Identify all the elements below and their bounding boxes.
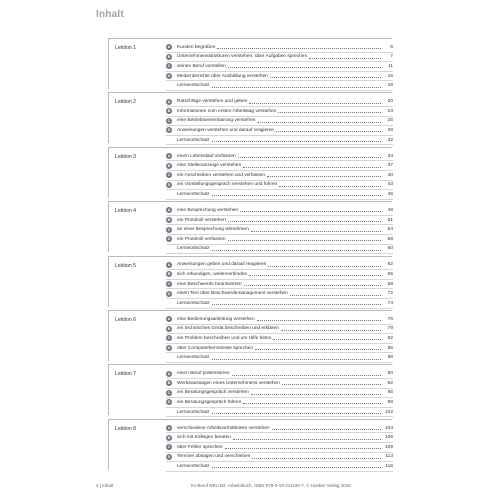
toc-entry-page: 116 [385, 463, 393, 469]
toc-entry-text: über Computerkenntnisse sprechen [177, 345, 253, 351]
toc-entry [166, 152, 393, 162]
toc-entry-text: Lernwortschatz [177, 137, 210, 143]
toc-entry-text: eine Stellenanzeige verstehen [177, 163, 242, 169]
lesson-block [108, 364, 392, 415]
section-badge-icon: C [167, 282, 171, 287]
toc-entry [166, 453, 393, 463]
toc-entry-text: ein Anschreiben verstehen und verfassen [177, 172, 265, 178]
lesson-items [166, 261, 393, 309]
toc-entry [166, 72, 393, 82]
section-badge-icon: B [167, 326, 171, 331]
toc-entry [166, 245, 393, 255]
toc-entry-text: Termine absagen und verschieben [177, 454, 251, 460]
section-badge-icon: B [167, 109, 171, 114]
section-badge-icon: A [167, 371, 171, 376]
toc-entry [166, 171, 393, 181]
lesson-block [108, 147, 392, 198]
dot-leader [278, 112, 381, 113]
toc-entry-page: 37 [387, 163, 393, 169]
section-badge-icon: A [167, 45, 171, 50]
toc-entry-text: Lernwortschatz [177, 355, 210, 361]
toc-entry [166, 190, 393, 200]
toc-entry-page: 65 [387, 271, 393, 277]
dot-leader [249, 103, 381, 104]
toc-entry-page: 18 [387, 83, 393, 89]
lesson-items [166, 369, 393, 417]
dot-leader [267, 176, 381, 177]
toc-entry-text: Lernwortschatz [177, 300, 210, 306]
toc-entry-page: 54 [387, 227, 393, 233]
toc-entry-page: 28 [387, 127, 393, 133]
toc-entry-page: 68 [387, 281, 393, 287]
dot-leader [217, 48, 381, 49]
dot-leader [228, 221, 381, 222]
toc-entry-text: Anweisungen verstehen und darauf reagieren [177, 127, 275, 133]
toc-entry-text: ein Problem beschreiben und um Hilfe bitten [177, 335, 272, 341]
dot-leader [290, 295, 381, 296]
lesson-title: Lektion 1 [115, 45, 137, 51]
section-badge-icon: C [167, 227, 171, 232]
dot-leader [244, 285, 381, 286]
lesson-items [166, 315, 393, 363]
dot-leader [212, 87, 381, 88]
section-badge-icon: D [167, 400, 171, 405]
toc-entry-page: 104 [384, 425, 393, 431]
toc-entry [166, 325, 393, 335]
section-badge-icon: D [167, 182, 171, 187]
dot-leader [233, 439, 381, 440]
toc-entry-page: 72 [387, 291, 393, 297]
toc-entry-page: 82 [387, 335, 393, 341]
toc-entry [166, 424, 393, 434]
dot-leader [228, 240, 381, 241]
dot-leader [281, 330, 381, 331]
section-badge-icon: C [167, 64, 171, 69]
dot-leader [272, 429, 381, 430]
lesson-title: Lektion 6 [115, 316, 137, 323]
toc-entry-text: an einer Besprechung teilnehmen [177, 227, 249, 233]
toc-entry-text: verschiedene Arbeitsverhältnisse verstehen [177, 425, 270, 431]
dot-leader [212, 195, 381, 196]
dot-leader [257, 122, 381, 123]
toc-entry [166, 334, 393, 344]
lesson-block [108, 310, 392, 361]
toc-entry [166, 315, 393, 325]
toc-entry-text: ein technisches Gerät beschreiben und erklären [177, 326, 279, 332]
toc-entry-text: seinen Beruf vorstellen [177, 63, 226, 69]
lesson-block [108, 201, 392, 252]
toc-entry-page: 25 [387, 118, 393, 124]
toc-entry-page: 11 [388, 63, 393, 69]
section-badge-icon: B [167, 435, 171, 440]
dot-leader [238, 157, 381, 158]
toc-entry-page: 86 [387, 345, 393, 351]
toc-entry-page: 74 [387, 300, 393, 306]
dot-leader [257, 320, 381, 321]
toc-entry [166, 280, 393, 290]
dot-leader [251, 394, 381, 395]
lesson-items [166, 424, 393, 472]
lesson-block [108, 38, 392, 89]
toc-entry-page: 40 [387, 172, 393, 178]
dot-leader [240, 211, 381, 212]
section-badge-icon: C [167, 336, 171, 341]
toc-entry [166, 353, 393, 363]
dot-leader [252, 458, 381, 459]
section-badge-icon [166, 409, 172, 415]
section-badge-icon: B [167, 218, 171, 223]
toc-entry-page: 106 [384, 435, 393, 441]
toc-entry [166, 97, 393, 107]
toc-entry-page: 90 [387, 371, 393, 377]
section-badge-icon [166, 83, 172, 89]
toc-entry [166, 126, 393, 136]
toc-entry-page: 92 [387, 380, 393, 386]
section-badge-icon: D [167, 237, 171, 242]
section-badge-icon [166, 137, 172, 143]
toc-entry [166, 117, 393, 127]
lesson-items [166, 43, 393, 91]
dot-leader [212, 141, 381, 142]
section-badge-icon: B [167, 272, 171, 277]
toc-entry-text: einen Text über Beschwerdemanagement verstehen [177, 291, 288, 297]
section-badge-icon: A [167, 99, 171, 104]
toc-entry [166, 270, 393, 280]
section-badge-icon: C [167, 390, 171, 395]
section-badge-icon: C [167, 445, 171, 450]
section-badge-icon: A [167, 262, 171, 267]
toc-entry [166, 443, 393, 453]
dot-leader [212, 250, 381, 251]
toc-entry-text: sich mit Kollegen beraten [177, 435, 231, 441]
lesson-items [166, 152, 393, 200]
toc-entry-page: 48 [387, 207, 393, 213]
toc-entry [166, 369, 393, 379]
toc-entry-text: sich erkundigen, weiterverbinden [177, 271, 248, 277]
dot-leader [309, 58, 381, 59]
toc-entry [166, 225, 393, 235]
dot-leader [279, 186, 381, 187]
section-badge-icon: D [167, 74, 171, 79]
toc-entry [166, 206, 393, 216]
toc-entry-page: 62 [387, 262, 393, 268]
toc-entry [166, 235, 393, 245]
section-badge-icon: A [167, 317, 171, 322]
lesson-block [108, 419, 392, 470]
toc-entry-text: eine Bedienungsanleitung verstehen [177, 316, 255, 322]
toc-entry [166, 462, 393, 472]
dot-leader [282, 384, 381, 385]
toc-entry-text: einen Beruf präsentieren [177, 371, 230, 377]
section-badge-icon [166, 246, 172, 252]
lesson-items [166, 206, 393, 254]
section-badge-icon [166, 191, 172, 197]
toc-entry-page: 23 [387, 108, 393, 114]
section-badge-icon: B [167, 54, 171, 59]
toc-entry-page: 58 [387, 236, 393, 242]
section-badge-icon [166, 355, 172, 361]
lesson-title: Lektion 8 [115, 425, 137, 432]
toc-entry-text: ein Protokoll verfassen [177, 236, 226, 242]
toc-entry-page: 109 [384, 444, 393, 450]
toc-entry-text: ein Protokoll verstehen [177, 217, 226, 223]
toc-entry [166, 389, 393, 399]
dot-leader [225, 448, 381, 449]
toc-entry-page: 88 [387, 355, 393, 361]
toc-entry-text: Lernwortschatz [177, 191, 210, 197]
lesson-title: Lektion 5 [115, 262, 137, 269]
toc-entry [166, 107, 393, 117]
section-badge-icon: A [167, 426, 171, 431]
dot-leader [270, 77, 381, 78]
toc-entry-text: ein Vorstellungsgespräch verstehen und führen [177, 182, 278, 188]
section-badge-icon: B [167, 163, 171, 168]
toc-entry-page: 51 [387, 217, 393, 223]
dot-leader [276, 131, 381, 132]
section-badge-icon: C [167, 118, 171, 123]
toc-entry-text: Anweisungen geben und darauf reagieren [177, 262, 267, 268]
toc-entry [166, 344, 393, 354]
toc-entry-text: einen Lebenslauf verfassen [177, 153, 236, 159]
toc-entry-page: 32 [387, 137, 393, 143]
toc-entry-page: 16 [387, 73, 393, 79]
dot-leader [243, 167, 381, 168]
toc-entry [166, 136, 393, 146]
toc-entry [166, 379, 393, 389]
dot-leader [255, 349, 381, 350]
toc-entry-text: über Fehler sprechen [177, 444, 223, 450]
toc-entry-page: 98 [387, 399, 393, 405]
toc-entry-page: 7 [390, 54, 393, 60]
dot-leader [212, 467, 381, 468]
toc-entry-text: eine Betriebsvereinbarung verstehen [177, 118, 256, 124]
lesson-title: Lektion 4 [115, 208, 137, 215]
toc-entry-text: Informationen zum ersten Arbeitstag verstehen [177, 108, 277, 114]
toc-entry-text: ein Beratungsgespräch führen [177, 399, 242, 405]
toc-entry-page: 102 [384, 409, 393, 415]
toc-entry-page: 79 [387, 326, 393, 332]
toc-entry-text: Lernwortschatz [177, 83, 210, 89]
toc-entry-text: Ratschläge verstehen und geben [177, 99, 248, 105]
toc-entry-page: 113 [385, 454, 393, 460]
dot-leader [212, 359, 381, 360]
toc-entry-page: 95 [387, 390, 393, 396]
table-of-contents [108, 38, 392, 470]
toc-entry-text: Werbeaussagen eines Unternehmens verstehen [177, 380, 280, 386]
toc-entry [166, 181, 393, 191]
toc-entry-page: 46 [387, 191, 393, 197]
dot-leader [212, 304, 381, 305]
toc-entry-text: Lernwortschatz [177, 463, 210, 469]
toc-entry-page: 6 [390, 44, 393, 50]
toc-entry-text: ein Beratungsgespräch verstehen [177, 390, 249, 396]
lesson-block [108, 256, 392, 307]
dot-leader [251, 231, 381, 232]
toc-entry-text: eine Besprechung verstehen [177, 207, 239, 213]
toc-entry [166, 53, 393, 63]
toc-entry-text: Kunden begrüßen [177, 44, 216, 50]
toc-entry-page: 43 [387, 182, 393, 188]
toc-entry [166, 261, 393, 271]
toc-entry [166, 161, 393, 171]
footer-imprint: Im Beruf NEU B2, Arbeitsbuch, ISBN 978-3-19-211190-7, © Hueber Verlag 2018 [191, 483, 351, 488]
section-badge-icon: A [167, 208, 171, 213]
toc-entry-text: Lernwortschatz [177, 409, 210, 415]
toc-entry [166, 398, 393, 408]
toc-entry [166, 216, 393, 226]
toc-entry-text: eine Beschwerde beantworten [177, 281, 242, 287]
page-title: Inhalt [96, 9, 124, 20]
dot-leader [249, 275, 381, 276]
section-badge-icon: D [167, 128, 171, 133]
toc-entry-page: 34 [387, 153, 393, 159]
footer-page-label: 4 | Inhalt [96, 483, 114, 488]
dot-leader [268, 266, 381, 267]
toc-entry-page: 76 [387, 316, 393, 322]
dot-leader [273, 339, 381, 340]
toc-entry-text: Medienberichte über Ausbildung verstehen [177, 73, 268, 79]
section-badge-icon: D [167, 346, 171, 351]
toc-entry [166, 299, 393, 309]
section-badge-icon [166, 463, 172, 469]
toc-entry-page: 20 [387, 99, 393, 105]
dot-leader [228, 67, 381, 68]
toc-entry-text: Unternehmensstrukturen verstehen, über Aufgaben sprechen [177, 54, 308, 60]
toc-entry [166, 289, 393, 299]
dot-leader [243, 403, 381, 404]
lesson-title: Lektion 3 [115, 153, 137, 160]
dot-leader [232, 375, 381, 376]
section-badge-icon: B [167, 381, 171, 386]
dot-leader [212, 413, 381, 414]
section-badge-icon: C [167, 173, 171, 178]
section-badge-icon: D [167, 291, 171, 296]
section-badge-icon: D [167, 454, 171, 459]
section-badge-icon: A [167, 154, 171, 159]
lesson-block [108, 92, 392, 143]
lesson-title: Lektion 2 [115, 99, 137, 106]
toc-entry [166, 62, 393, 72]
toc-entry [166, 81, 393, 91]
toc-entry [166, 408, 393, 418]
lesson-items [166, 97, 393, 145]
toc-entry-text: Lernwortschatz [177, 246, 210, 252]
section-badge-icon [166, 300, 172, 306]
toc-entry-page: 60 [387, 246, 393, 252]
toc-entry [166, 43, 393, 53]
lesson-title: Lektion 7 [115, 371, 137, 378]
toc-entry [166, 433, 393, 443]
